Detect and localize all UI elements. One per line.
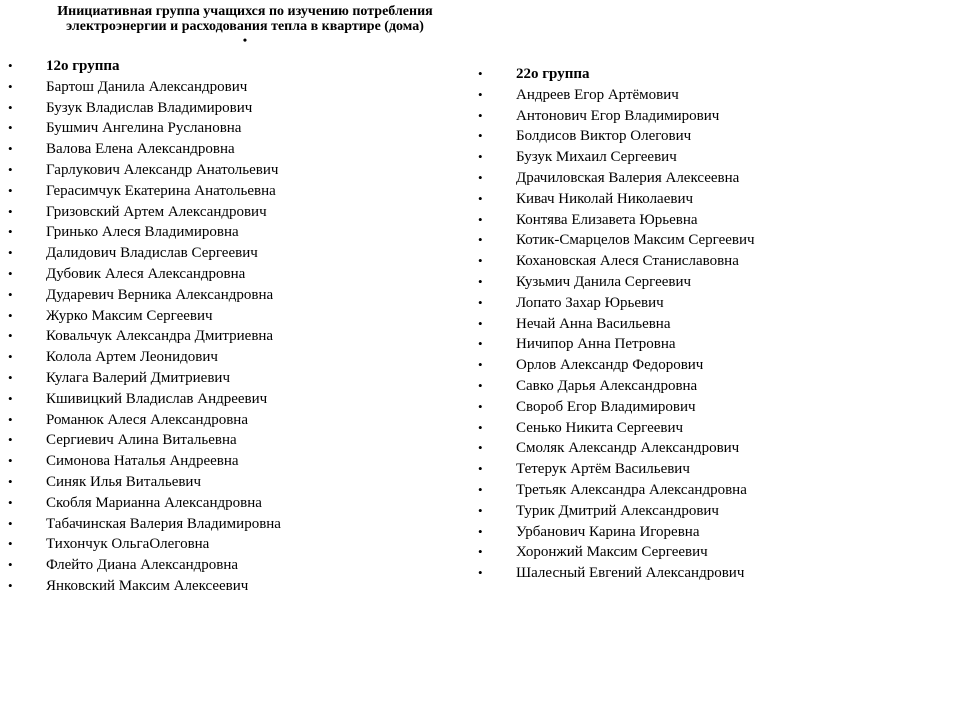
list-item: [8, 181, 448, 202]
list-item: [478, 168, 948, 189]
group-heading-label: 12о группа: [46, 58, 120, 74]
student-name: Хоронжий Максим Сергеевич: [516, 544, 708, 561]
bullet-icon: •: [478, 107, 483, 123]
list-item: [8, 77, 448, 98]
list-item: [478, 126, 948, 147]
list-item: [8, 264, 448, 285]
list-item: [478, 501, 948, 522]
list-item: [8, 222, 448, 243]
student-name: Свороб Егор Владимирович: [516, 398, 696, 415]
bullet-icon: •: [8, 515, 13, 531]
list-item: [8, 202, 448, 223]
bullet-icon: •: [8, 307, 13, 323]
student-name: Котик-Смарцелов Максим Сергеевич: [516, 232, 755, 249]
bullet-icon: •: [478, 461, 483, 477]
student-name: Тетерук Артём Васильевич: [516, 461, 690, 478]
student-name: Далидович Владислав Сергеевич: [46, 245, 258, 262]
bullet-icon: •: [8, 328, 13, 344]
student-name: Антонович Егор Владимирович: [516, 107, 720, 124]
bullet-icon: •: [478, 523, 483, 539]
list-item: [8, 472, 448, 493]
student-name: Романюк Алеся Александровна: [46, 411, 248, 428]
list-item: [478, 85, 948, 106]
list-item: [8, 493, 448, 514]
list-item: [478, 355, 948, 376]
list-item: [478, 272, 948, 293]
student-name: Ничипор Анна Петровна: [516, 336, 676, 353]
student-name: Колола Артем Леонидович: [46, 349, 218, 366]
group-12o-list: [8, 56, 448, 597]
list-item: [478, 314, 948, 335]
list-item: [8, 243, 448, 264]
list-item: [478, 522, 948, 543]
student-name: Урбанович Карина Игоревна: [516, 523, 700, 540]
list-item: [8, 160, 448, 181]
bullet-icon: •: [8, 99, 13, 115]
student-name: Ковальчук Александра Дмитриевна: [46, 328, 274, 345]
student-name: Табачинская Валерия Владимировна: [46, 515, 281, 532]
student-name: Журко Максим Сергеевич: [46, 307, 213, 324]
group-heading-label: 22о группа: [516, 66, 590, 82]
list-item: [478, 293, 948, 314]
list-item: [8, 576, 448, 597]
student-name: Третьяк Александра Александровна: [516, 481, 747, 498]
student-name: Гризовский Артем Александрович: [46, 203, 267, 220]
bullet-icon: •: [8, 390, 13, 406]
bullet-icon: •: [8, 78, 13, 94]
bullet-icon: •: [8, 182, 13, 198]
group-22o-heading: [478, 64, 948, 85]
student-name: Гарлукович Александр Анатольевич: [46, 161, 279, 178]
student-name: Янковский Максим Алексеевич: [46, 577, 249, 594]
bullet-icon: •: [8, 369, 13, 385]
student-name: Савко Дарья Александровна: [516, 377, 698, 394]
student-name: Бартош Данила Александрович: [46, 78, 248, 95]
list-item: [478, 106, 948, 127]
bullet-icon: •: [8, 349, 13, 365]
list-item: [8, 368, 448, 389]
list-item: [8, 389, 448, 410]
student-name: Флейто Диана Александровна: [46, 557, 239, 574]
student-name: Кулага Валерий Дмитриевич: [46, 369, 230, 386]
list-item: [478, 251, 948, 272]
list-item: [478, 438, 948, 459]
bullet-icon: •: [478, 66, 483, 81]
student-name: Смоляк Александр Александрович: [516, 440, 740, 457]
list-item: [478, 480, 948, 501]
bullet-icon: •: [478, 481, 483, 497]
list-item: [8, 430, 448, 451]
title-line-2: электроэнергии и расходования тепла в квартире (дома): [66, 19, 424, 34]
bullet-icon: •: [478, 398, 483, 414]
student-name: Турик Дмитрий Александрович: [516, 502, 719, 519]
list-item: [478, 397, 948, 418]
student-name: Симонова Наталья Андреевна: [46, 453, 239, 470]
bullet-icon: •: [478, 336, 483, 352]
list-item: [478, 418, 948, 439]
title-line-1: Инициативная группа учащихся по изучению потребления: [57, 4, 433, 19]
student-name: Кузьмич Данила Сергеевич: [516, 273, 692, 290]
bullet-icon: •: [478, 190, 483, 206]
student-name: Кивач Николай Николаевич: [516, 190, 694, 207]
bullet-icon: •: [8, 286, 13, 302]
bullet-icon: •: [8, 536, 13, 552]
page-title: [0, 4, 490, 46]
student-name: Кшивицкий Владислав Андреевич: [46, 390, 268, 407]
group-12o-heading: [8, 56, 448, 77]
student-name: Герасимчук Екатерина Анатольевна: [46, 182, 276, 199]
bullet-icon: •: [478, 502, 483, 518]
bullet-icon: •: [8, 161, 13, 177]
student-name: Тихончук ОльгаОлеговна: [46, 536, 210, 553]
bullet-icon: •: [478, 149, 483, 165]
student-name: Бузук Владислав Владимирович: [46, 99, 253, 116]
list-item: [8, 514, 448, 535]
bullet-icon: •: [478, 440, 483, 456]
list-item: [478, 334, 948, 355]
bullet-icon: •: [8, 494, 13, 510]
bullet-icon: •: [478, 357, 483, 373]
bullet-icon: •: [8, 265, 13, 281]
student-name: Нечай Анна Васильевна: [516, 315, 671, 332]
bullet-icon: •: [478, 544, 483, 560]
bullet-icon: •: [8, 245, 13, 261]
bullet-icon: •: [8, 120, 13, 136]
bullet-icon: •: [478, 253, 483, 269]
student-name: Синяк Илья Витальевич: [46, 473, 202, 490]
bullet-icon: •: [8, 557, 13, 573]
group-22o-list: [478, 64, 948, 584]
bullet-icon: •: [8, 453, 13, 469]
list-item: [478, 459, 948, 480]
student-name: Бушмич Ангелина Руслановна: [46, 120, 242, 137]
list-item: [8, 306, 448, 327]
bullet-icon: •: [8, 224, 13, 240]
list-item: [8, 118, 448, 139]
student-name: Валова Елена Александровна: [46, 141, 235, 158]
title-bullet: •: [242, 33, 248, 47]
list-item: [8, 451, 448, 472]
list-item: [8, 326, 448, 347]
bullet-icon: •: [478, 419, 483, 435]
list-item: [478, 210, 948, 231]
bullet-icon: •: [478, 169, 483, 185]
bullet-icon: •: [8, 473, 13, 489]
student-name: Лопато Захар Юрьевич: [516, 294, 664, 311]
student-name: Андреев Егор Артёмович: [516, 86, 679, 103]
bullet-icon: •: [8, 203, 13, 219]
student-name: Скобля Марианна Александровна: [46, 494, 262, 511]
list-item: [478, 542, 948, 563]
list-item: [478, 189, 948, 210]
bullet-icon: •: [8, 432, 13, 448]
list-item: [8, 139, 448, 160]
student-name: Сергиевич Алина Витальевна: [46, 432, 237, 449]
bullet-icon: •: [478, 86, 483, 102]
student-name: Сенько Никита Сергеевич: [516, 419, 684, 436]
bullet-icon: •: [478, 232, 483, 248]
bullet-icon: •: [478, 211, 483, 227]
student-name: Гринько Алеся Владимировна: [46, 224, 239, 241]
student-name: Шалесный Евгений Александрович: [516, 565, 745, 582]
bullet-icon: •: [478, 377, 483, 393]
list-item: [478, 147, 948, 168]
student-name: Кохановская Алеся Станиславовна: [516, 253, 739, 270]
bullet-icon: •: [478, 294, 483, 310]
student-name: Орлов Александр Федорович: [516, 357, 704, 374]
bullet-icon: •: [8, 411, 13, 427]
bullet-icon: •: [8, 141, 13, 157]
student-name: Драчиловская Валерия Алексеевна: [516, 169, 740, 186]
list-item: [8, 347, 448, 368]
list-item: [8, 410, 448, 431]
bullet-icon: •: [8, 577, 13, 593]
student-name: Болдисов Виктор Олегович: [516, 128, 692, 145]
bullet-icon: •: [478, 565, 483, 581]
list-item: [478, 563, 948, 584]
list-item: [478, 230, 948, 251]
bullet-icon: •: [478, 128, 483, 144]
student-name: Контява Елизавета Юрьевна: [516, 211, 698, 228]
bullet-icon: •: [478, 273, 483, 289]
student-name: Дударевич Верника Александровна: [46, 286, 274, 303]
student-name: Дубовик Алеся Александровна: [46, 265, 246, 282]
student-name: Бузук Михаил Сергеевич: [516, 149, 677, 166]
list-item: [8, 98, 448, 119]
bullet-icon: •: [8, 58, 13, 73]
list-item: [478, 376, 948, 397]
list-item: [8, 534, 448, 555]
list-item: [8, 285, 448, 306]
bullet-icon: •: [478, 315, 483, 331]
list-item: [8, 555, 448, 576]
